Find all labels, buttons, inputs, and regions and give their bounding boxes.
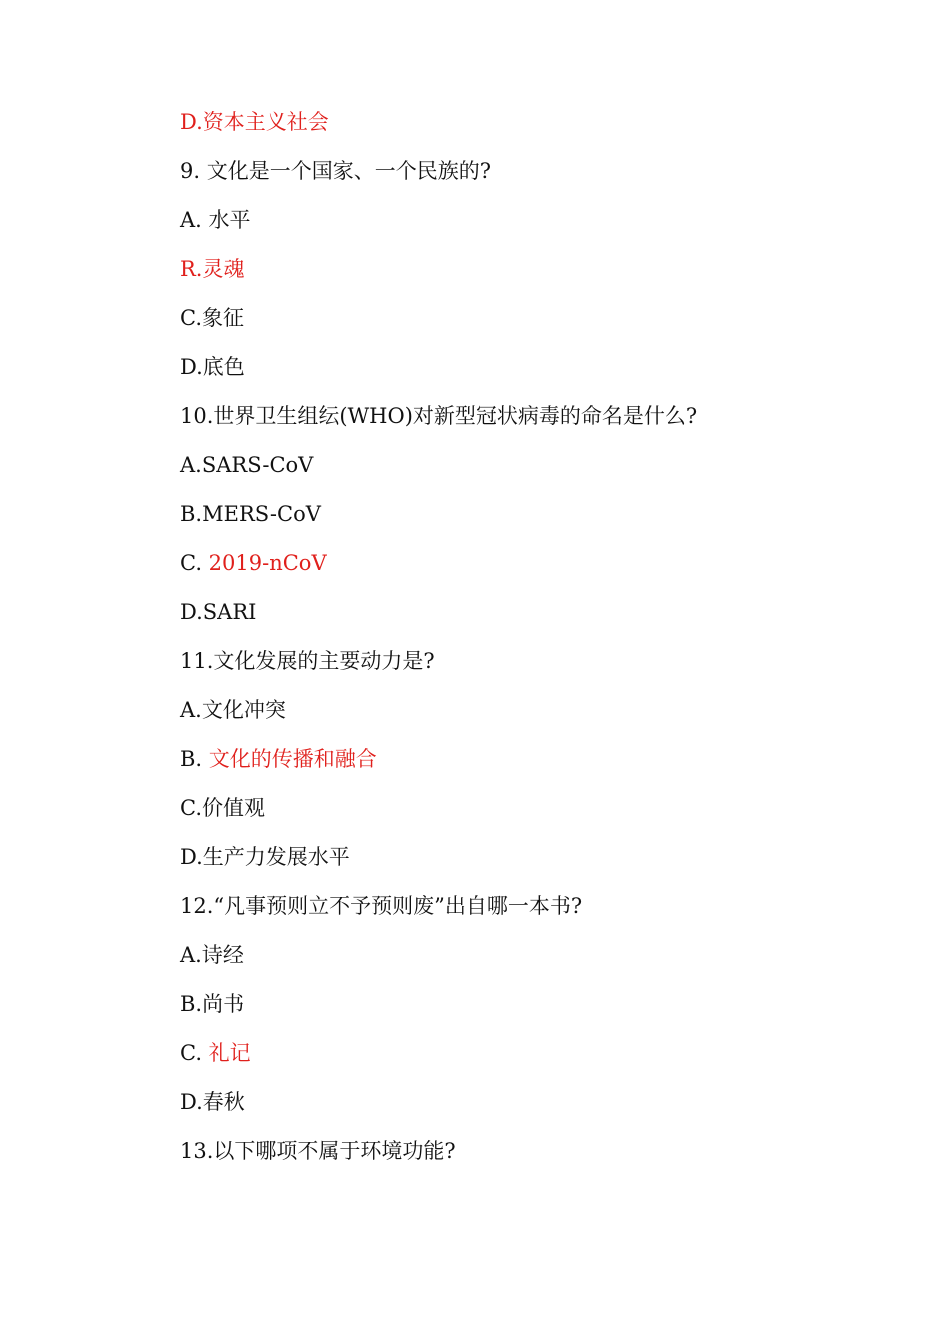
option-line <box>180 303 244 333</box>
option-text: C.象征 <box>180 306 244 330</box>
option-line <box>180 352 245 382</box>
question-line <box>180 1136 456 1166</box>
option-prefix: C. <box>180 1041 209 1065</box>
option-line <box>180 1087 245 1117</box>
option-text: D.资本主义社会 <box>180 110 329 134</box>
option-answer-text: 礼记 <box>208 1041 251 1065</box>
option-text: D.生产力发展水平 <box>180 845 350 869</box>
question-line <box>180 891 582 921</box>
question-line <box>180 156 491 186</box>
option-line <box>180 842 350 872</box>
option-line <box>180 940 244 970</box>
option-line <box>180 793 265 823</box>
option-line <box>180 597 256 627</box>
option-text: A.文化冲突 <box>180 698 286 722</box>
question-text: 9. 文化是一个国家、一个民族的? <box>180 159 491 183</box>
option-text: R.灵魂 <box>180 257 245 281</box>
option-text: B.MERS-CoV <box>180 502 321 526</box>
option-text: C.价值观 <box>180 796 265 820</box>
option-line <box>180 744 377 774</box>
option-line <box>180 989 244 1019</box>
option-answer-text: 2019-nCoV <box>208 551 327 575</box>
question-text: 13.以下哪项不属于环境功能? <box>180 1139 456 1163</box>
option-text: A.诗经 <box>180 943 244 967</box>
option-text: B.尚书 <box>180 992 245 1016</box>
option-prefix: C. <box>180 551 209 575</box>
option-line <box>180 1038 251 1068</box>
question-text: 10.世界卫生组纭(WHO)对新型冠状病毒的命名是什么? <box>180 404 698 428</box>
option-text: D.底色 <box>180 355 245 379</box>
option-text: D.SARI <box>180 600 257 624</box>
question-line <box>180 401 697 431</box>
option-text: A.SARS-CoV <box>180 453 314 477</box>
option-line <box>180 254 245 284</box>
option-line <box>180 450 313 480</box>
option-line <box>180 205 251 235</box>
option-text: D.春秋 <box>180 1090 245 1114</box>
option-line <box>180 548 327 578</box>
option-answer-text: 文化的传播和融合 <box>208 747 377 771</box>
question-text: 11.文化发展的主要动力是? <box>180 649 435 673</box>
option-line <box>180 107 329 137</box>
option-line <box>180 499 321 529</box>
question-line <box>180 646 435 676</box>
option-prefix: B. <box>180 747 209 771</box>
question-text: 12.“凡事预则立不予预则废”出自哪一本书? <box>180 894 583 918</box>
option-line <box>180 695 286 725</box>
option-text: A. 水平 <box>180 208 251 232</box>
